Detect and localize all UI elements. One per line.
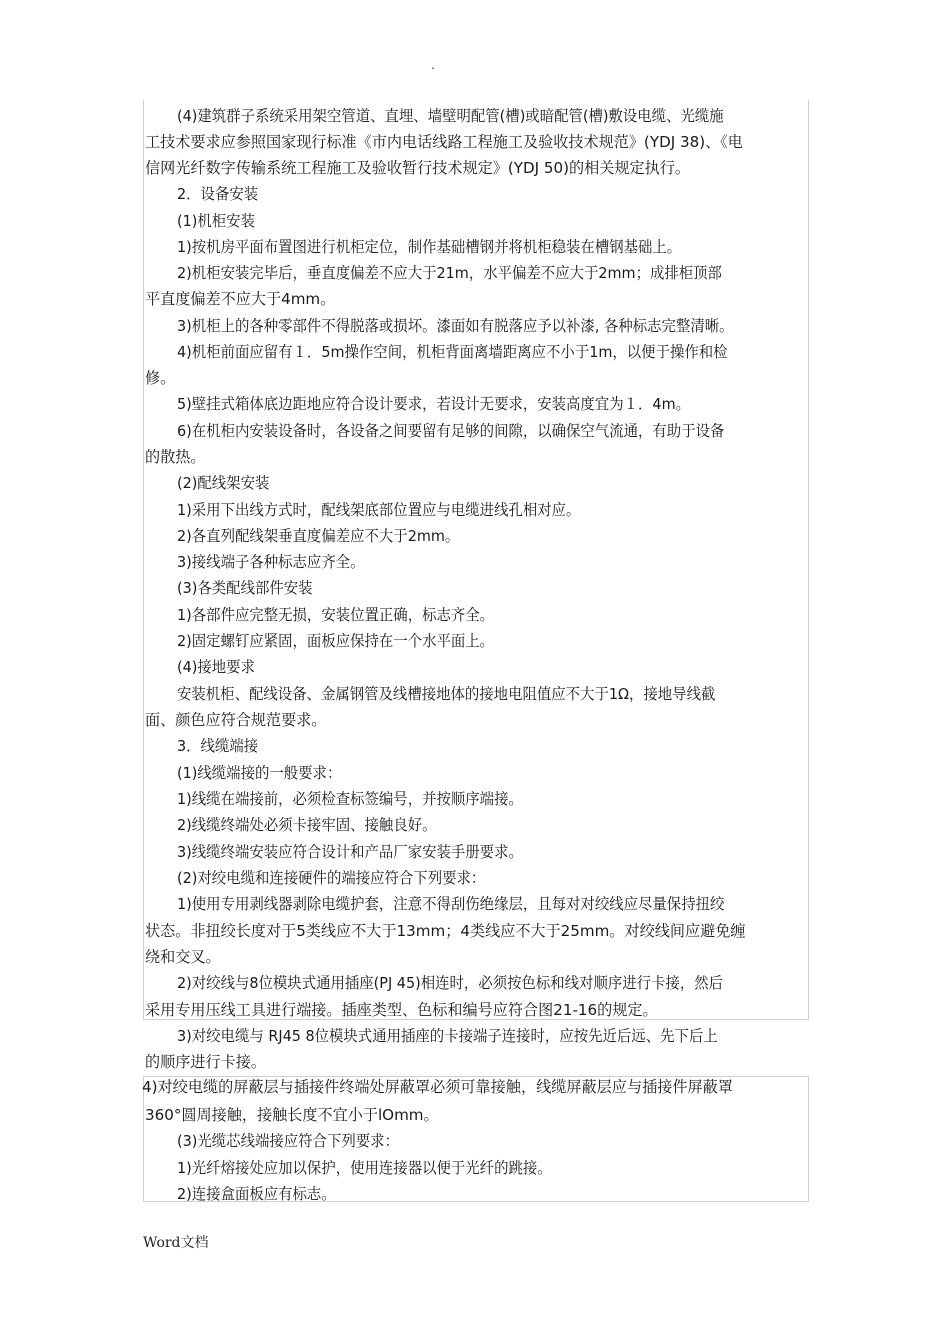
- footer-label: Word文档: [143, 1235, 209, 1251]
- paragraph-line: 6)在机柜内安装设备时，各设备之间要留有足够的间隙，以确保空气流通，有助于设备: [177, 422, 725, 440]
- section-heading: 2．设备安装: [177, 185, 259, 203]
- paragraph-line: 1)线缆在端接前，必须检查标签编号，并按顺序端接。: [177, 790, 523, 808]
- paragraph-line: 4)对绞电缆的屏蔽层与插接件终端处屏蔽罩必须可靠接触，线缆屏蔽层应与插接件屏蔽罩: [142, 1078, 733, 1096]
- paragraph-line: 2)各直列配线架垂直度偏差应不大于2mm。: [177, 527, 460, 545]
- paragraph-line: 2)连接盒面板应有标志。: [177, 1185, 336, 1203]
- header-mark: .: [431, 58, 435, 72]
- paragraph-line: 的顺序进行卡接。: [145, 1053, 266, 1071]
- paragraph-line: 修。: [145, 369, 176, 387]
- paragraph-line: 1)按机房平面布置图进行机柜定位，制作基础槽钢并将机柜稳装在槽钢基础上。: [177, 238, 682, 256]
- paragraph-line: 2)机柜安装完毕后，垂直度偏差不应大于21m，水平偏差不应大于2mm；成排柜顶部: [177, 264, 722, 282]
- section-heading: 3．线缆端接: [177, 737, 259, 755]
- paragraph-line: 状态。非扭绞长度对于5类线应不大于13mm；4类线应不大于25mm。对绞线间应避免缠: [145, 922, 746, 940]
- paragraph-line: 面、颜色应符合规范要求。: [145, 711, 327, 729]
- subsection-heading: (3)光缆芯线端接应符合下列要求：: [177, 1132, 399, 1150]
- paragraph-line: 3)接线端子各种标志应齐全。: [177, 553, 365, 571]
- paragraph-line: 360°圆周接触，接触长度不宜小于lOmm。: [145, 1106, 439, 1124]
- subsection-heading: (2)配线架安装: [177, 474, 270, 492]
- paragraph-line: 5)壁挂式箱体底边距地应符合设计要求，若设计无要求，安装高度宜为１．4m。: [177, 395, 690, 413]
- subsection-heading: (1)线缆端接的一般要求：: [177, 764, 342, 782]
- paragraph-line: 2)对绞线与8位模块式通用插座(PJ 45)相连时，必须按色标和线对顺序进行卡接，然后: [177, 974, 724, 992]
- paragraph-line: 3)机柜上的各种零部件不得脱落或损坏。漆面如有脱落应予以补漆, 各种标志完整清晰。: [177, 317, 734, 335]
- paragraph-line: 3)线缆终端安装应符合设计和产品厂家安装手册要求。: [177, 843, 523, 861]
- subsection-heading: (4)接地要求: [177, 658, 255, 676]
- paragraph-line: (4)建筑群子系统采用架空管道、直埋、墙壁明配管(槽)或暗配管(槽)敷设电缆、光缆施: [177, 107, 724, 125]
- paragraph-line: 的散热。: [145, 448, 206, 466]
- paragraph-line: 1)各部件应完整无损，安装位置正确，标志齐全。: [177, 606, 495, 624]
- subsection-heading: (3)各类配线部件安装: [177, 579, 313, 597]
- paragraph-line: 信网光纤数字传输系统工程施工及验收暂行技术规定》(YDJ 50)的相关规定执行。: [145, 159, 691, 177]
- paragraph-line: 2)线缆终端处必须卡接牢固、接触良好。: [177, 816, 437, 834]
- paragraph-line: 1)采用下出线方式时，配线架底部位置应与电缆进线孔相对应。: [177, 501, 581, 519]
- paragraph-line: 3)对绞电缆与 RJ45 8位模块式通用插座的卡接端子连接时，应按先近后远、先下后上: [177, 1027, 718, 1045]
- paragraph-line: 平直度偏差不应大于4mm。: [145, 290, 336, 308]
- paragraph-line: 安装机柜、配线设备、金属钢管及线槽接地体的接地电阻值应不大于1Ω，接地导线截: [177, 685, 716, 703]
- paragraph-line: 工技术要求应参照国家现行标准《市内电话线路工程施工及验收技术规范》(YDJ 38)、《电: [145, 133, 743, 151]
- paragraph-line: 1)使用专用剥线器剥除电缆护套，注意不得刮伤绝缘层，且每对对绞线应尽量保持扭绞: [177, 895, 725, 913]
- paragraph-line: 绕和交叉。: [145, 948, 221, 966]
- paragraph-line: 采用专用压线工具进行端接。插座类型、色标和编号应符合图21-16的规定。: [145, 1001, 658, 1019]
- paragraph-line: 4)机柜前面应留有１．5m操作空间，机柜背面离墙距离应不小于1m，以便于操作和检: [177, 343, 728, 361]
- paragraph-line: 2)固定螺钉应紧固，面板应保持在一个水平面上。: [177, 632, 495, 650]
- subsection-heading: (2)对绞电缆和连接硬件的端接应符合下列要求：: [177, 869, 486, 887]
- subsection-heading: (1)机柜安装: [177, 212, 255, 230]
- paragraph-line: 1)光纤熔接处应加以保护，使用连接器以便于光纤的跳接。: [177, 1159, 552, 1177]
